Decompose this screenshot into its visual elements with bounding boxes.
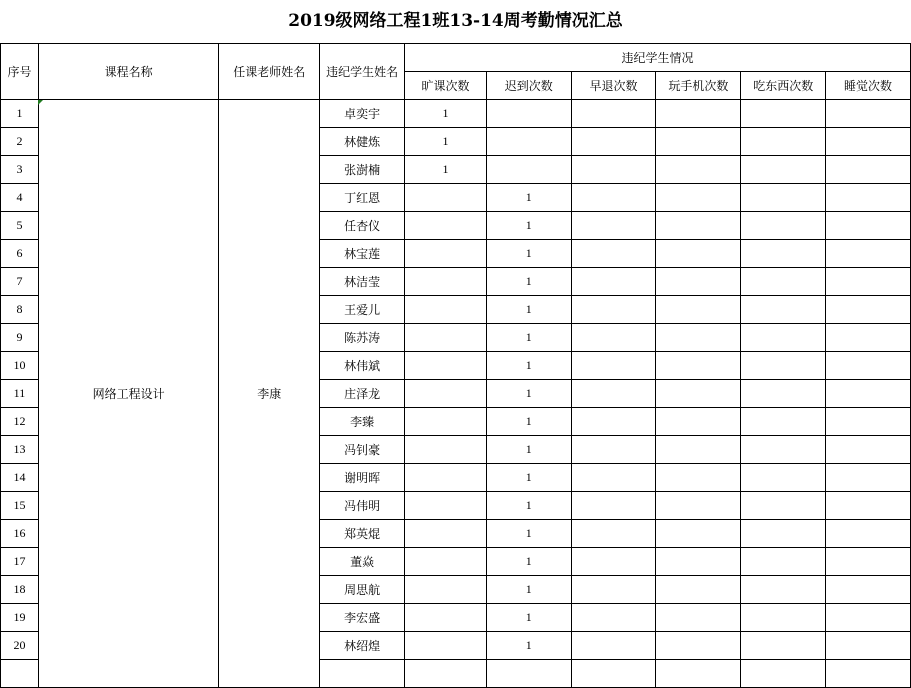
row-index-cell[interactable]: 12 bbox=[1, 408, 39, 436]
header-course[interactable]: 课程名称 bbox=[38, 44, 218, 100]
row-index-cell[interactable]: 16 bbox=[1, 520, 39, 548]
absent-count-cell[interactable] bbox=[405, 576, 487, 604]
late-count-cell[interactable]: 1 bbox=[486, 296, 571, 324]
student-name-cell[interactable]: 卓奕宇 bbox=[320, 100, 405, 128]
row-index-cell[interactable]: 1 bbox=[1, 100, 39, 128]
early-count-cell[interactable] bbox=[571, 380, 656, 408]
late-count-cell[interactable]: 1 bbox=[486, 436, 571, 464]
early-count-cell[interactable] bbox=[571, 548, 656, 576]
late-count-cell[interactable]: 1 bbox=[486, 380, 571, 408]
phone-count-cell[interactable] bbox=[656, 492, 741, 520]
eating-count-cell[interactable] bbox=[741, 296, 826, 324]
absent-count-cell[interactable] bbox=[405, 184, 487, 212]
student-name-cell[interactable]: 王爱儿 bbox=[320, 296, 405, 324]
late-count-cell[interactable]: 1 bbox=[486, 268, 571, 296]
student-name-cell[interactable]: 张澍楠 bbox=[320, 156, 405, 184]
empty-cell[interactable] bbox=[741, 660, 826, 688]
row-index-cell[interactable]: 10 bbox=[1, 352, 39, 380]
sleep-count-cell[interactable] bbox=[826, 156, 911, 184]
header-violation-group[interactable]: 违纪学生情况 bbox=[405, 44, 911, 72]
header-index[interactable]: 序号 bbox=[1, 44, 39, 100]
absent-count-cell[interactable]: 1 bbox=[405, 156, 487, 184]
row-index-cell[interactable]: 5 bbox=[1, 212, 39, 240]
eating-count-cell[interactable] bbox=[741, 464, 826, 492]
eating-count-cell[interactable] bbox=[741, 324, 826, 352]
early-count-cell[interactable] bbox=[571, 100, 656, 128]
student-name-cell[interactable]: 林伟斌 bbox=[320, 352, 405, 380]
late-count-cell[interactable]: 1 bbox=[486, 464, 571, 492]
eating-count-cell[interactable] bbox=[741, 492, 826, 520]
absent-count-cell[interactable] bbox=[405, 324, 487, 352]
row-index-cell[interactable]: 11 bbox=[1, 380, 39, 408]
row-index-cell[interactable]: 8 bbox=[1, 296, 39, 324]
eating-count-cell[interactable] bbox=[741, 408, 826, 436]
student-name-cell[interactable]: 董焱 bbox=[320, 548, 405, 576]
late-count-cell[interactable]: 1 bbox=[486, 576, 571, 604]
absent-count-cell[interactable] bbox=[405, 548, 487, 576]
early-count-cell[interactable] bbox=[571, 156, 656, 184]
phone-count-cell[interactable] bbox=[656, 352, 741, 380]
eating-count-cell[interactable] bbox=[741, 604, 826, 632]
student-name-cell[interactable]: 周思航 bbox=[320, 576, 405, 604]
row-index-cell[interactable]: 3 bbox=[1, 156, 39, 184]
eating-count-cell[interactable] bbox=[741, 240, 826, 268]
early-count-cell[interactable] bbox=[571, 492, 656, 520]
sleep-count-cell[interactable] bbox=[826, 100, 911, 128]
early-count-cell[interactable] bbox=[571, 212, 656, 240]
early-count-cell[interactable] bbox=[571, 408, 656, 436]
late-count-cell[interactable]: 1 bbox=[486, 240, 571, 268]
early-count-cell[interactable] bbox=[571, 604, 656, 632]
sleep-count-cell[interactable] bbox=[826, 128, 911, 156]
student-name-cell[interactable]: 陈苏涛 bbox=[320, 324, 405, 352]
early-count-cell[interactable] bbox=[571, 324, 656, 352]
phone-count-cell[interactable] bbox=[656, 436, 741, 464]
sleep-count-cell[interactable] bbox=[826, 240, 911, 268]
early-count-cell[interactable] bbox=[571, 520, 656, 548]
early-count-cell[interactable] bbox=[571, 184, 656, 212]
sheet-title: 2019级网络工程1班13-14周考勤情况汇总 bbox=[288, 11, 623, 31]
eating-count-cell[interactable] bbox=[741, 380, 826, 408]
sleep-count-cell[interactable] bbox=[826, 436, 911, 464]
sleep-count-cell[interactable] bbox=[826, 520, 911, 548]
student-name-cell[interactable]: 李臻 bbox=[320, 408, 405, 436]
table-row bbox=[1, 100, 911, 128]
header-late[interactable]: 迟到次数 bbox=[486, 72, 571, 100]
empty-cell[interactable] bbox=[571, 660, 656, 688]
student-name-cell[interactable]: 李宏盛 bbox=[320, 604, 405, 632]
attendance-table bbox=[0, 43, 911, 688]
row-index-cell[interactable]: 7 bbox=[1, 268, 39, 296]
row-index-cell[interactable]: 14 bbox=[1, 464, 39, 492]
student-name-cell[interactable]: 林健炼 bbox=[320, 128, 405, 156]
late-count-cell[interactable]: 1 bbox=[486, 604, 571, 632]
early-count-cell[interactable] bbox=[571, 268, 656, 296]
phone-count-cell[interactable] bbox=[656, 296, 741, 324]
sleep-count-cell[interactable] bbox=[826, 408, 911, 436]
absent-count-cell[interactable] bbox=[405, 604, 487, 632]
phone-count-cell[interactable] bbox=[656, 604, 741, 632]
sleep-count-cell[interactable] bbox=[826, 268, 911, 296]
sleep-count-cell[interactable] bbox=[826, 296, 911, 324]
absent-count-cell[interactable] bbox=[405, 520, 487, 548]
phone-count-cell[interactable] bbox=[656, 408, 741, 436]
sleep-count-cell[interactable] bbox=[826, 604, 911, 632]
empty-cell[interactable] bbox=[320, 660, 405, 688]
absent-count-cell[interactable] bbox=[405, 464, 487, 492]
row-index-cell[interactable]: 18 bbox=[1, 576, 39, 604]
empty-cell[interactable] bbox=[826, 660, 911, 688]
student-name-cell[interactable]: 林宝莲 bbox=[320, 240, 405, 268]
header-early[interactable]: 早退次数 bbox=[571, 72, 656, 100]
sleep-count-cell[interactable] bbox=[826, 492, 911, 520]
sleep-count-cell[interactable] bbox=[826, 576, 911, 604]
phone-count-cell[interactable] bbox=[656, 520, 741, 548]
eating-count-cell[interactable] bbox=[741, 212, 826, 240]
student-name-cell[interactable]: 谢明晖 bbox=[320, 464, 405, 492]
header-absent[interactable]: 旷课次数 bbox=[405, 72, 487, 100]
early-count-cell[interactable] bbox=[571, 464, 656, 492]
absent-count-cell[interactable] bbox=[405, 296, 487, 324]
eating-count-cell[interactable] bbox=[741, 632, 826, 660]
eating-count-cell[interactable] bbox=[741, 184, 826, 212]
student-name-cell[interactable]: 郑英焜 bbox=[320, 520, 405, 548]
sleep-count-cell[interactable] bbox=[826, 212, 911, 240]
row-index-cell[interactable]: 4 bbox=[1, 184, 39, 212]
sleep-count-cell[interactable] bbox=[826, 352, 911, 380]
late-count-cell[interactable]: 1 bbox=[486, 520, 571, 548]
early-count-cell[interactable] bbox=[571, 296, 656, 324]
absent-count-cell[interactable] bbox=[405, 492, 487, 520]
sleep-count-cell[interactable] bbox=[826, 464, 911, 492]
sleep-count-cell[interactable] bbox=[826, 380, 911, 408]
empty-cell[interactable] bbox=[1, 660, 39, 688]
eating-count-cell[interactable] bbox=[741, 520, 826, 548]
sleep-count-cell[interactable] bbox=[826, 184, 911, 212]
late-count-cell[interactable]: 1 bbox=[486, 212, 571, 240]
absent-count-cell[interactable] bbox=[405, 632, 487, 660]
eating-count-cell[interactable] bbox=[741, 436, 826, 464]
late-count-cell[interactable] bbox=[486, 156, 571, 184]
early-count-cell[interactable] bbox=[571, 576, 656, 604]
header-student[interactable]: 违纪学生姓名 bbox=[320, 44, 405, 100]
row-index-cell[interactable]: 9 bbox=[1, 324, 39, 352]
row-index-cell[interactable]: 19 bbox=[1, 604, 39, 632]
late-count-cell[interactable] bbox=[486, 100, 571, 128]
phone-count-cell[interactable] bbox=[656, 184, 741, 212]
absent-count-cell[interactable] bbox=[405, 240, 487, 268]
student-name-cell[interactable]: 冯钊豪 bbox=[320, 436, 405, 464]
eating-count-cell[interactable] bbox=[741, 268, 826, 296]
sleep-count-cell[interactable] bbox=[826, 324, 911, 352]
phone-count-cell[interactable] bbox=[656, 324, 741, 352]
eating-count-cell[interactable] bbox=[741, 100, 826, 128]
teacher-name-cell[interactable]: 李康 bbox=[219, 100, 320, 688]
phone-count-cell[interactable] bbox=[656, 380, 741, 408]
absent-count-cell[interactable]: 1 bbox=[405, 128, 487, 156]
early-count-cell[interactable] bbox=[571, 128, 656, 156]
header-eating[interactable]: 吃东西次数 bbox=[741, 72, 826, 100]
student-name-cell[interactable]: 林洁莹 bbox=[320, 268, 405, 296]
student-name-cell[interactable]: 庄泽龙 bbox=[320, 380, 405, 408]
phone-count-cell[interactable] bbox=[656, 156, 741, 184]
sleep-count-cell[interactable] bbox=[826, 548, 911, 576]
phone-count-cell[interactable] bbox=[656, 268, 741, 296]
early-count-cell[interactable] bbox=[571, 352, 656, 380]
early-count-cell[interactable] bbox=[571, 240, 656, 268]
student-name-cell[interactable]: 林绍煌 bbox=[320, 632, 405, 660]
eating-count-cell[interactable] bbox=[741, 156, 826, 184]
header-row-1 bbox=[1, 44, 911, 72]
empty-cell[interactable] bbox=[486, 660, 571, 688]
early-count-cell[interactable] bbox=[571, 632, 656, 660]
cell-note-marker bbox=[38, 100, 43, 105]
eating-count-cell[interactable] bbox=[741, 548, 826, 576]
late-count-cell[interactable]: 1 bbox=[486, 548, 571, 576]
absent-count-cell[interactable] bbox=[405, 436, 487, 464]
absent-count-cell[interactable] bbox=[405, 408, 487, 436]
header-sleep[interactable]: 睡觉次数 bbox=[826, 72, 911, 100]
empty-cell[interactable] bbox=[405, 660, 487, 688]
phone-count-cell[interactable] bbox=[656, 576, 741, 604]
row-index-cell[interactable]: 2 bbox=[1, 128, 39, 156]
phone-count-cell[interactable] bbox=[656, 100, 741, 128]
sleep-count-cell[interactable] bbox=[826, 632, 911, 660]
phone-count-cell[interactable] bbox=[656, 548, 741, 576]
late-count-cell[interactable] bbox=[486, 128, 571, 156]
phone-count-cell[interactable] bbox=[656, 128, 741, 156]
row-index-cell[interactable]: 15 bbox=[1, 492, 39, 520]
row-index-cell[interactable]: 17 bbox=[1, 548, 39, 576]
row-index-cell[interactable]: 6 bbox=[1, 240, 39, 268]
eating-count-cell[interactable] bbox=[741, 352, 826, 380]
late-count-cell[interactable]: 1 bbox=[486, 324, 571, 352]
absent-count-cell[interactable] bbox=[405, 352, 487, 380]
row-index-cell[interactable]: 20 bbox=[1, 632, 39, 660]
student-name-cell[interactable]: 任杏仪 bbox=[320, 212, 405, 240]
course-name-cell[interactable]: 网络工程设计 bbox=[38, 100, 218, 688]
student-name-cell[interactable]: 丁红恩 bbox=[320, 184, 405, 212]
phone-count-cell[interactable] bbox=[656, 632, 741, 660]
absent-count-cell[interactable] bbox=[405, 268, 487, 296]
header-teacher[interactable]: 任课老师姓名 bbox=[219, 44, 320, 100]
phone-count-cell[interactable] bbox=[656, 212, 741, 240]
absent-count-cell[interactable]: 1 bbox=[405, 100, 487, 128]
student-name-cell[interactable]: 冯伟明 bbox=[320, 492, 405, 520]
early-count-cell[interactable] bbox=[571, 436, 656, 464]
absent-count-cell[interactable] bbox=[405, 380, 487, 408]
late-count-cell[interactable]: 1 bbox=[486, 492, 571, 520]
absent-count-cell[interactable] bbox=[405, 212, 487, 240]
late-count-cell[interactable]: 1 bbox=[486, 352, 571, 380]
late-count-cell[interactable]: 1 bbox=[486, 632, 571, 660]
phone-count-cell[interactable] bbox=[656, 240, 741, 268]
phone-count-cell[interactable] bbox=[656, 464, 741, 492]
empty-cell[interactable] bbox=[656, 660, 741, 688]
eating-count-cell[interactable] bbox=[741, 128, 826, 156]
late-count-cell[interactable]: 1 bbox=[486, 408, 571, 436]
row-index-cell[interactable]: 13 bbox=[1, 436, 39, 464]
late-count-cell[interactable]: 1 bbox=[486, 184, 571, 212]
header-phone[interactable]: 玩手机次数 bbox=[656, 72, 741, 100]
eating-count-cell[interactable] bbox=[741, 576, 826, 604]
